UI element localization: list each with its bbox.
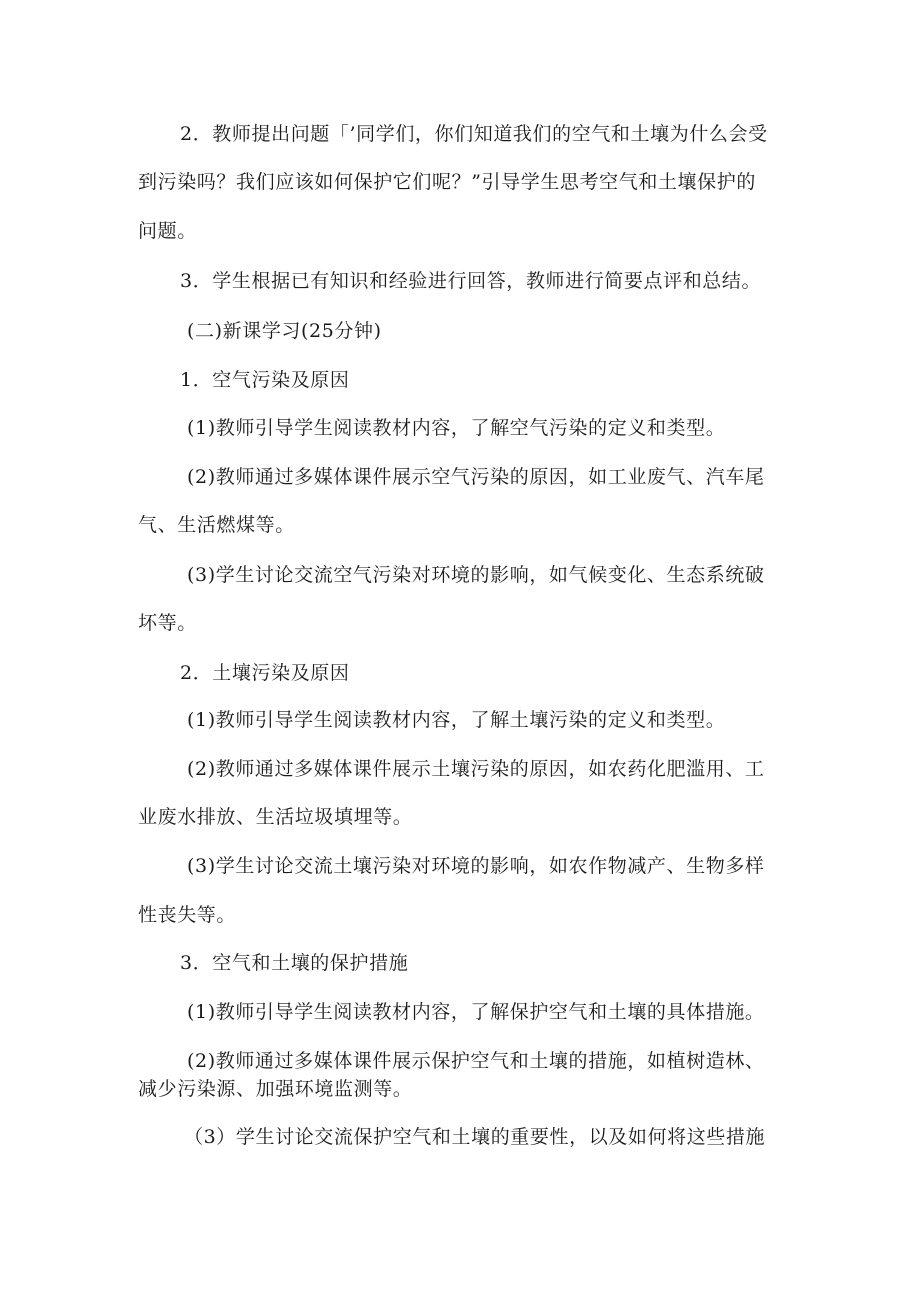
paragraph-line: 问题。 bbox=[138, 220, 197, 242]
paragraph-line: 气、生活燃煤等。 bbox=[138, 514, 295, 536]
paragraph-line: (3)学生讨论交流空气污染对环境的影响，如气候变化、生态系统破 bbox=[187, 564, 765, 586]
paragraph-line: (2)教师通过多媒体课件展示土壤污染的原因，如农药化肥滥用、工 bbox=[187, 758, 765, 780]
paragraph-line: 坏等。 bbox=[138, 612, 197, 634]
subsection-heading: 3．空气和土壤的保护措施 bbox=[180, 952, 409, 974]
paragraph-line: (2)教师通过多媒体课件展示空气污染的原因，如工业废气、汽车尾 bbox=[187, 466, 765, 488]
paragraph-line: 减少污染源、加强环境监测等。 bbox=[138, 1078, 413, 1100]
paragraph-line: (1)教师引导学生阅读教材内容，了解保护空气和土壤的具体措施。 bbox=[187, 1001, 765, 1023]
paragraph-line: 2．教师提出问题「’同学们，你们知道我们的空气和土壤为什么会受 bbox=[180, 123, 768, 145]
paragraph-line: (1)教师引导学生阅读教材内容，了解空气污染的定义和类型。 bbox=[187, 417, 726, 439]
paragraph-line: (1)教师引导学生阅读教材内容，了解土壤污染的定义和类型。 bbox=[187, 709, 726, 731]
subsection-heading: 2．土壤污染及原因 bbox=[180, 662, 350, 684]
section-heading: (二)新课学习(25分钟) bbox=[187, 320, 382, 342]
subsection-heading: 1．空气污染及原因 bbox=[180, 369, 350, 391]
paragraph-line: 业废水排放、生活垃圾填埋等。 bbox=[138, 806, 413, 828]
paragraph-line: 3．学生根据已有知识和经验进行回答，教师进行简要点评和总结。 bbox=[180, 270, 762, 292]
paragraph-line: 性丧失等。 bbox=[138, 904, 237, 926]
paragraph-line: （3）学生讨论交流保护空气和土壤的重要性，以及如何将这些措施 bbox=[184, 1126, 766, 1148]
paragraph-line: 到污染吗？我们应该如何保护它们呢？”引导学生思考空气和土壤保护的 bbox=[138, 171, 756, 193]
paragraph-line: (3)学生讨论交流土壤污染对环境的影响，如农作物减产、生物多样 bbox=[187, 855, 765, 877]
paragraph-line: (2)教师通过多媒体课件展示保护空气和土壤的措施，如植树造林、 bbox=[187, 1050, 765, 1072]
